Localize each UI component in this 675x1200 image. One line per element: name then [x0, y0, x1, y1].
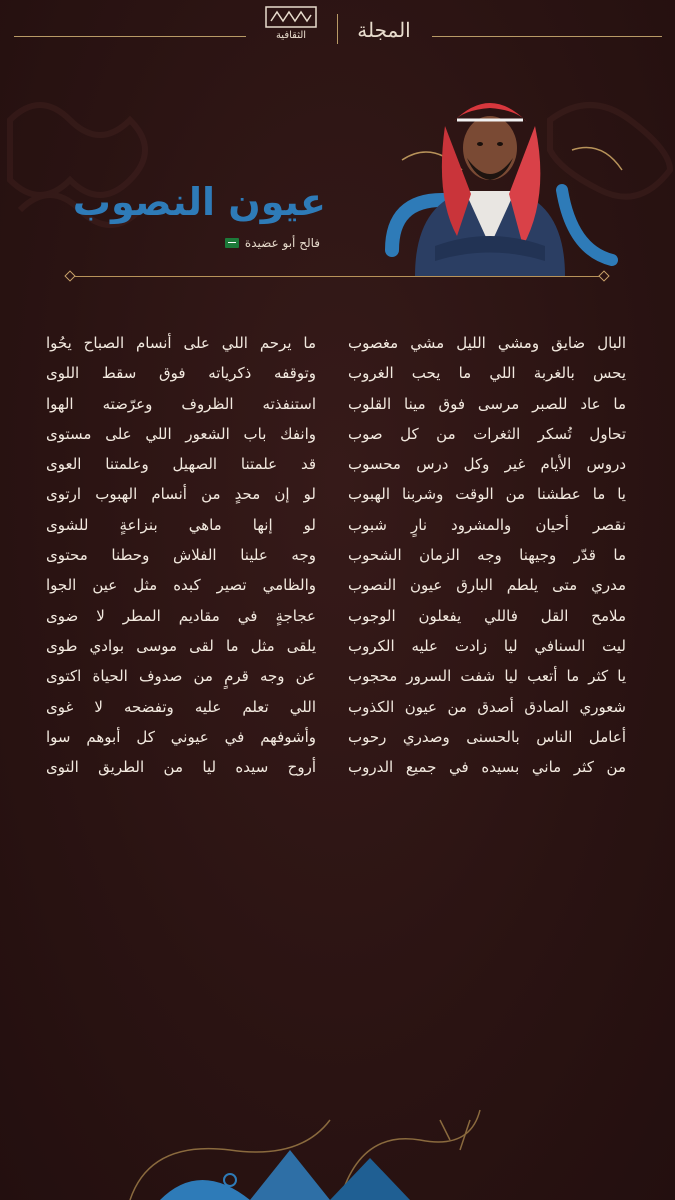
verse-line: يا كثر ما أتعب ليا شفت السرور محجوب [348, 667, 626, 686]
culture-logo-label: الثقافية [275, 30, 307, 41]
verse-line: وأشوفهم في عيوني كل أبوهم سوا [46, 727, 316, 746]
verse-line: دروس الأيام غير وكل درس محسوب [348, 455, 626, 474]
poem-column-left [46, 328, 316, 782]
verse-line: لو إن محدٍ من أنسام الهبوب ارتوى [46, 485, 316, 504]
verse-line: وانفك باب الشعور اللي على مستوى [46, 424, 316, 443]
verse-line: ملامح القل فاللي يفعلون الوجوب [348, 606, 626, 625]
verse-line: لو إنها ماهي بنزاعةٍ للشوى [46, 515, 316, 534]
verse-line: ما عاد للصبر مرسى فوق مينا القلوب [348, 394, 626, 413]
poet-portrait [405, 86, 575, 276]
verse-line: اللي تعلم عليه وتفضحه لا غوى [46, 697, 316, 716]
verse-line: يحس بالغربة اللي ما يحب الغروب [348, 364, 626, 383]
verse-line: ما يرحم اللي على أنسام الصباح يحُوا [46, 334, 316, 352]
verse-line: عجاجةٍ في مقاديم المطر لا ضوى [46, 606, 316, 625]
culture-logo-icon [265, 6, 317, 28]
verse-line: مدري متى يلطم البارق عيون النصوب [348, 576, 626, 595]
verse-line: تحاول تُسكر الثغرات من كل صوب [348, 424, 626, 443]
culture-logo [258, 6, 324, 50]
verse-line: عن وجه قرمٍ من صدوف الحياة اكتوى [46, 667, 316, 686]
verse-line: نقصر أحيان والمشرود نارٍ شبوب [348, 515, 626, 534]
verse-line: البال ضايق ومشي الليل مشي مغصوب [348, 334, 626, 352]
magazine-logo: المجلة [357, 18, 411, 42]
verse-line: ليت السنافي ليا زادت عليه الكروب [348, 636, 626, 655]
verse-line: يلقى مثل ما لقى موسى بوادي طوى [46, 636, 316, 655]
bottom-calligraphy-ornament [0, 1080, 675, 1200]
author-row [170, 234, 320, 252]
verse-line: ما قدّر وجيهنا وجه الزمان الشحوب [348, 546, 626, 565]
header-line-right [432, 36, 662, 37]
logo-divider [337, 14, 338, 44]
verse-line: أعامل الناس بالحسنى وصدري رحوب [348, 727, 626, 746]
header-line-left [14, 36, 246, 37]
verse-line: وجه علينا الفلاش وحطنا محتوى [46, 546, 316, 565]
verse-line: أروح سيده ليا من الطريق التوى [46, 758, 316, 777]
verse-line: والظامي تصير كبده مثل عين الجوا [46, 576, 316, 595]
section-divider [70, 276, 604, 277]
poem-title: عيون النصوب [72, 180, 326, 224]
saudi-flag-icon [225, 238, 239, 248]
verse-line: من كثر ماني بسيده في جميع الدروب [348, 758, 626, 777]
verse-line: قد علمتنا الصهيل وعلمتنا العوى [46, 455, 316, 474]
verse-line: استنفذته الظروف وعرّضته الهوا [46, 394, 316, 413]
poem-column-right [348, 328, 626, 782]
verse-line: شعوري الصادق أصدق من عيون الكذوب [348, 697, 626, 716]
verse-line: وتوقفه ذكرياته فوق سقط اللوى [46, 364, 316, 383]
author-name: فالح أبو عضيدة [244, 236, 320, 250]
verse-line: يا ما عطشنا من الوقت وشربنا الهبوب [348, 485, 626, 504]
